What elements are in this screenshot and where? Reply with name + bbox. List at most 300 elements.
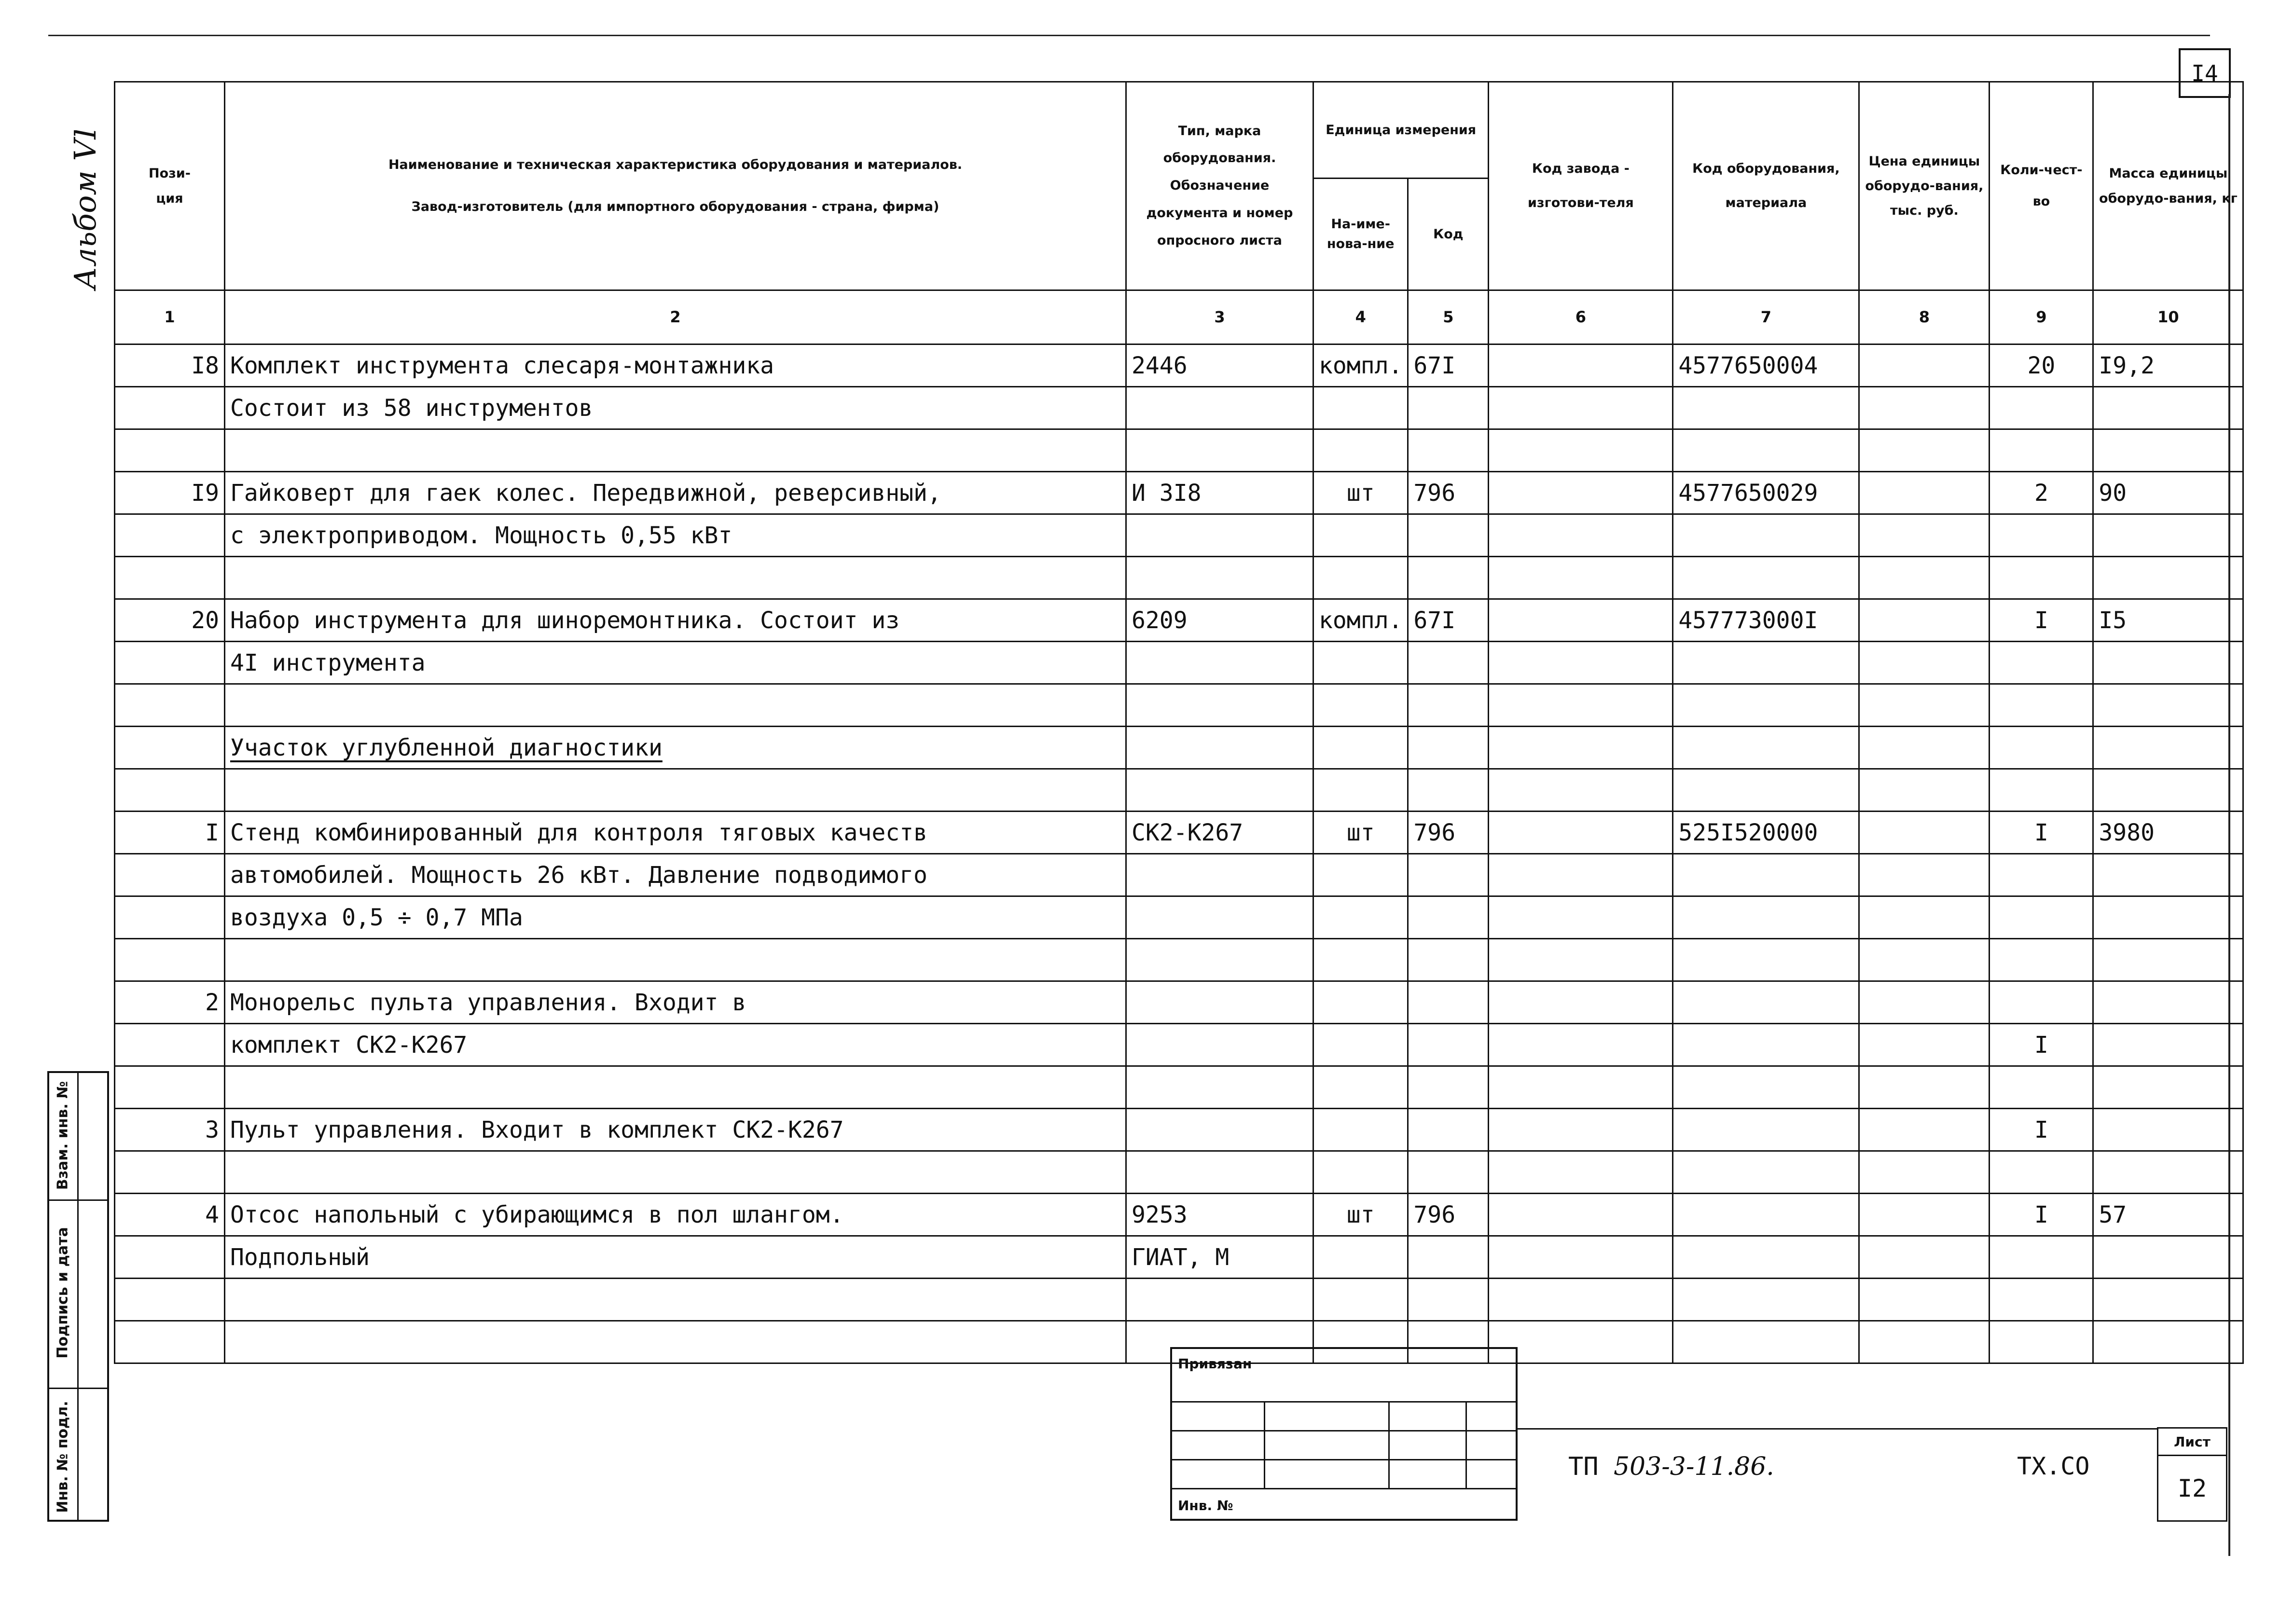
cell-mass — [2093, 1066, 2243, 1109]
cell-unit-code: 67I — [1408, 344, 1489, 387]
cell-equipment-code — [1673, 514, 1859, 557]
cell-price — [1859, 769, 1990, 812]
cell-name: Отсос напольный с убирающимся в пол шлангом. — [225, 1194, 1126, 1236]
cell-equipment-code — [1673, 769, 1859, 812]
cell-equipment-code: 457773000I — [1673, 599, 1859, 642]
cell-mass — [2093, 1321, 2243, 1363]
cell-position: I9 — [115, 472, 225, 514]
cell-unit — [1313, 1109, 1408, 1151]
cell-unit — [1313, 727, 1408, 769]
inv-no-label: Инв. № — [1178, 1498, 1233, 1514]
cell-name: Подпольный — [225, 1236, 1126, 1279]
cell-type: 2446 — [1126, 344, 1313, 387]
cell-price — [1859, 1024, 1990, 1066]
cell-unit: шт — [1313, 1194, 1408, 1236]
sheet-label: Лист — [2157, 1427, 2227, 1456]
cell-factory-code — [1489, 896, 1673, 939]
cell-quantity: I — [1990, 599, 2093, 642]
cell-unit — [1313, 769, 1408, 812]
header-name: Наименование и техническая характеристика оборудования и материалов. Завод-изготовитель (для импортного оборудования - страна, фирма) — [225, 82, 1126, 290]
cell-unit-code — [1408, 1236, 1489, 1279]
cell-position — [115, 1279, 225, 1321]
side-stamp-divider — [77, 1073, 79, 1520]
cell-quantity: I — [1990, 1194, 2093, 1236]
cell-factory-code — [1489, 684, 1673, 727]
cell-factory-code — [1489, 1024, 1673, 1066]
cell-name — [225, 1279, 1126, 1321]
cell-type — [1126, 854, 1313, 896]
sheet-number: I2 — [2157, 1456, 2227, 1522]
cell-position — [115, 429, 225, 472]
cell-factory-code — [1489, 514, 1673, 557]
cell-type: 9253 — [1126, 1194, 1313, 1236]
title-block-rule — [1518, 1428, 2157, 1430]
cell-unit-code — [1408, 727, 1489, 769]
header-unit-code: Код — [1408, 179, 1489, 290]
cell-position — [115, 1236, 225, 1279]
cell-position: I — [115, 812, 225, 854]
cell-quantity — [1990, 1066, 2093, 1109]
cell-quantity: 2 — [1990, 472, 2093, 514]
cell-price — [1859, 1151, 1990, 1194]
cell-mass — [2093, 727, 2243, 769]
cell-equipment-code — [1673, 1279, 1859, 1321]
column-number: 8 — [1859, 290, 1990, 344]
cell-type — [1126, 1066, 1313, 1109]
cell-quantity — [1990, 727, 2093, 769]
header-factory-code: Код завода - изготови-теля — [1489, 82, 1673, 290]
table-row — [115, 557, 2243, 599]
cell-equipment-code — [1673, 896, 1859, 939]
column-number: 2 — [225, 290, 1126, 344]
cell-unit-code — [1408, 1024, 1489, 1066]
table-row — [115, 854, 2243, 896]
cell-unit — [1313, 684, 1408, 727]
column-number: 1 — [115, 290, 225, 344]
cell-unit-code — [1408, 514, 1489, 557]
cell-factory-code — [1489, 557, 1673, 599]
cell-quantity — [1990, 557, 2093, 599]
cell-factory-code — [1489, 1109, 1673, 1151]
column-number: 7 — [1673, 290, 1859, 344]
header-position: Пози- ция — [115, 82, 225, 290]
cell-price — [1859, 727, 1990, 769]
cell-price — [1859, 642, 1990, 684]
column-number: 3 — [1126, 290, 1313, 344]
cell-mass: 3980 — [2093, 812, 2243, 854]
cell-name: Участок углубленной диагностики — [225, 727, 1126, 769]
cell-position: I8 — [115, 344, 225, 387]
cell-position — [115, 769, 225, 812]
cell-unit-code — [1408, 1151, 1489, 1194]
cell-mass — [2093, 1236, 2243, 1279]
cell-price — [1859, 429, 1990, 472]
cell-price — [1859, 472, 1990, 514]
cell-type: ГИАТ, М — [1126, 1236, 1313, 1279]
cell-unit-code — [1408, 1109, 1489, 1151]
header-mass: Масса единицы оборудо-вания, кг — [2093, 82, 2243, 290]
cell-unit: шт — [1313, 472, 1408, 514]
cell-unit — [1313, 429, 1408, 472]
cell-position — [115, 1321, 225, 1363]
cell-factory-code — [1489, 429, 1673, 472]
cell-equipment-code — [1673, 981, 1859, 1024]
cell-quantity: I — [1990, 1024, 2093, 1066]
cell-mass — [2093, 981, 2243, 1024]
side-stamp-inv-podl: Инв. № подл. — [54, 1401, 71, 1513]
cell-factory-code — [1489, 939, 1673, 981]
table-row — [115, 1279, 2243, 1321]
table-row — [115, 1236, 2243, 1279]
cell-factory-code — [1489, 1236, 1673, 1279]
cell-unit — [1313, 896, 1408, 939]
cell-name — [225, 557, 1126, 599]
cell-equipment-code — [1673, 387, 1859, 429]
cell-name: с электроприводом. Мощность 0,55 кВт — [225, 514, 1126, 557]
cell-position: 2 — [115, 981, 225, 1024]
stamp-line — [1172, 1401, 1516, 1403]
cell-price — [1859, 1236, 1990, 1279]
cell-position — [115, 854, 225, 896]
cell-quantity — [1990, 769, 2093, 812]
cell-price — [1859, 1194, 1990, 1236]
cell-factory-code — [1489, 642, 1673, 684]
cell-type: СК2-К267 — [1126, 812, 1313, 854]
cell-factory-code — [1489, 387, 1673, 429]
table-row — [115, 344, 2243, 387]
cell-quantity — [1990, 1236, 2093, 1279]
column-number: 6 — [1489, 290, 1673, 344]
cell-equipment-code — [1673, 1109, 1859, 1151]
cell-factory-code — [1489, 344, 1673, 387]
cell-price — [1859, 387, 1990, 429]
cell-equipment-code — [1673, 1194, 1859, 1236]
cell-factory-code — [1489, 769, 1673, 812]
cell-name: Комплект инструмента слесаря-монтажника — [225, 344, 1126, 387]
cell-quantity — [1990, 854, 2093, 896]
doc-code-handwritten: 503-3-11.86. — [1613, 1452, 1774, 1481]
cell-unit — [1313, 1066, 1408, 1109]
cell-mass: 57 — [2093, 1194, 2243, 1236]
header-equipment-code: Код оборудования, материала — [1673, 82, 1859, 290]
cell-unit: компл. — [1313, 344, 1408, 387]
cell-position: 3 — [115, 1109, 225, 1151]
cell-price — [1859, 599, 1990, 642]
cell-quantity — [1990, 1279, 2093, 1321]
cell-unit — [1313, 1151, 1408, 1194]
side-stamp-row-line — [49, 1199, 107, 1201]
cell-position: 4 — [115, 1194, 225, 1236]
cell-name — [225, 939, 1126, 981]
cell-name — [225, 1151, 1126, 1194]
table-row — [115, 1109, 2243, 1151]
cell-type — [1126, 387, 1313, 429]
cell-unit-code — [1408, 387, 1489, 429]
cell-position — [115, 514, 225, 557]
stamp-vline — [1465, 1401, 1467, 1488]
cell-name: комплект СК2-К267 — [225, 1024, 1126, 1066]
cell-equipment-code — [1673, 557, 1859, 599]
cell-unit-code: 796 — [1408, 812, 1489, 854]
cell-position — [115, 1066, 225, 1109]
cell-price — [1859, 514, 1990, 557]
cell-type — [1126, 1279, 1313, 1321]
cell-unit-code — [1408, 896, 1489, 939]
cell-factory-code — [1489, 472, 1673, 514]
cell-name — [225, 1066, 1126, 1109]
cell-mass — [2093, 939, 2243, 981]
album-label — [62, 130, 115, 294]
header-unit-group: Единица измерения — [1313, 82, 1489, 179]
cell-name: автомобилей. Мощность 26 кВт. Давление подводимого — [225, 854, 1126, 896]
cell-factory-code — [1489, 1151, 1673, 1194]
cell-equipment-code — [1673, 939, 1859, 981]
cell-factory-code — [1489, 1066, 1673, 1109]
cell-name — [225, 684, 1126, 727]
cell-type — [1126, 939, 1313, 981]
cell-unit-code: 796 — [1408, 472, 1489, 514]
cell-type — [1126, 514, 1313, 557]
cell-mass — [2093, 854, 2243, 896]
table-row — [115, 1024, 2243, 1066]
cell-factory-code — [1489, 727, 1673, 769]
cell-quantity — [1990, 514, 2093, 557]
cell-quantity: I — [1990, 812, 2093, 854]
cell-price — [1859, 684, 1990, 727]
cell-unit-code: 67I — [1408, 599, 1489, 642]
stamp-vline — [1264, 1401, 1265, 1488]
cell-mass: I9,2 — [2093, 344, 2243, 387]
cell-quantity — [1990, 684, 2093, 727]
cell-mass — [2093, 769, 2243, 812]
side-stamp-signature: Подпись и дата — [54, 1227, 71, 1359]
cell-name — [225, 429, 1126, 472]
cell-name — [225, 1321, 1126, 1363]
cell-mass — [2093, 514, 2243, 557]
cell-type — [1126, 981, 1313, 1024]
cell-equipment-code — [1673, 642, 1859, 684]
cell-price — [1859, 1279, 1990, 1321]
cell-name: Пульт управления. Входит в комплект СК2-К267 — [225, 1109, 1126, 1151]
cell-unit — [1313, 1024, 1408, 1066]
document-type: ТХ.СО — [2017, 1452, 2090, 1480]
cell-equipment-code: 4577650029 — [1673, 472, 1859, 514]
cell-position — [115, 727, 225, 769]
top-rule — [48, 35, 2210, 36]
table-body — [115, 344, 2243, 1363]
table-row — [115, 769, 2243, 812]
cell-equipment-code — [1673, 1066, 1859, 1109]
cell-unit: компл. — [1313, 599, 1408, 642]
cell-unit — [1313, 939, 1408, 981]
cell-price — [1859, 1109, 1990, 1151]
cell-price — [1859, 1321, 1990, 1363]
cell-mass — [2093, 387, 2243, 429]
cell-mass — [2093, 429, 2243, 472]
cell-unit — [1313, 981, 1408, 1024]
cell-mass — [2093, 557, 2243, 599]
cell-quantity: 20 — [1990, 344, 2093, 387]
cell-unit-code — [1408, 642, 1489, 684]
cell-quantity — [1990, 429, 2093, 472]
column-number-row — [115, 290, 2243, 344]
side-stamp-row-line — [49, 1388, 107, 1389]
cell-type — [1126, 642, 1313, 684]
cell-equipment-code — [1673, 1321, 1859, 1363]
cell-mass — [2093, 1151, 2243, 1194]
table-row — [115, 472, 2243, 514]
cell-name: Монорельс пульта управления. Входит в — [225, 981, 1126, 1024]
cell-unit: шт — [1313, 812, 1408, 854]
cell-unit — [1313, 854, 1408, 896]
cell-mass — [2093, 1109, 2243, 1151]
cell-unit-code — [1408, 854, 1489, 896]
cell-name: Состоит из 58 инструментов — [225, 387, 1126, 429]
cell-mass — [2093, 684, 2243, 727]
cell-mass — [2093, 642, 2243, 684]
cell-mass — [2093, 896, 2243, 939]
table-row — [115, 514, 2243, 557]
cell-price — [1859, 1066, 1990, 1109]
cell-unit-code — [1408, 684, 1489, 727]
cell-quantity — [1990, 1151, 2093, 1194]
table-row — [115, 981, 2243, 1024]
column-number: 5 — [1408, 290, 1489, 344]
cell-equipment-code — [1673, 854, 1859, 896]
table-row — [115, 727, 2243, 769]
cell-name: Набор инструмента для шиноремонтника. Состоит из — [225, 599, 1126, 642]
cell-unit — [1313, 642, 1408, 684]
table-row — [115, 429, 2243, 472]
binding-stamp — [1170, 1347, 1518, 1521]
cell-factory-code — [1489, 599, 1673, 642]
cell-factory-code — [1489, 1279, 1673, 1321]
stamp-vline — [1388, 1401, 1390, 1488]
cell-factory-code — [1489, 854, 1673, 896]
cell-unit-code — [1408, 981, 1489, 1024]
header-unit-name: На-име-нова-ние — [1313, 179, 1408, 290]
cell-quantity — [1990, 896, 2093, 939]
cell-unit-code — [1408, 557, 1489, 599]
column-number: 4 — [1313, 290, 1408, 344]
cell-equipment-code — [1673, 1236, 1859, 1279]
cell-mass — [2093, 1024, 2243, 1066]
cell-position: 20 — [115, 599, 225, 642]
cell-unit — [1313, 1279, 1408, 1321]
table-row — [115, 812, 2243, 854]
cell-price — [1859, 939, 1990, 981]
cell-name: Гайковерт для гаек колес. Передвижной, реверсивный, — [225, 472, 1126, 514]
cell-position — [115, 939, 225, 981]
side-stamp — [47, 1071, 109, 1522]
cell-type — [1126, 1109, 1313, 1151]
cell-equipment-code: 4577650004 — [1673, 344, 1859, 387]
cell-unit — [1313, 514, 1408, 557]
cell-name: воздуха 0,5 ÷ 0,7 МПа — [225, 896, 1126, 939]
cell-unit-code — [1408, 939, 1489, 981]
stamp-line — [1172, 1459, 1516, 1460]
cell-position — [115, 1151, 225, 1194]
column-number: 10 — [2093, 290, 2243, 344]
document-code — [1568, 1452, 1774, 1481]
page-number: I4 — [2179, 48, 2231, 98]
column-number: 9 — [1990, 290, 2093, 344]
cell-price — [1859, 557, 1990, 599]
side-stamp-vzam: Взам. инв. № — [54, 1081, 71, 1190]
cell-unit-code — [1408, 1279, 1489, 1321]
cell-equipment-code: 525I520000 — [1673, 812, 1859, 854]
cell-mass: 90 — [2093, 472, 2243, 514]
table-row — [115, 896, 2243, 939]
stamp-line — [1172, 1430, 1516, 1431]
cell-equipment-code — [1673, 1024, 1859, 1066]
cell-unit — [1313, 387, 1408, 429]
cell-equipment-code — [1673, 684, 1859, 727]
cell-factory-code — [1489, 981, 1673, 1024]
cell-position — [115, 557, 225, 599]
cell-type — [1126, 727, 1313, 769]
table-row — [115, 1151, 2243, 1194]
header-type: Тип, марка оборудования. Обозначение документа и номер опросного листа — [1126, 82, 1313, 290]
cell-price — [1859, 812, 1990, 854]
table-row — [115, 684, 2243, 727]
privyazan-label: Привязан — [1178, 1356, 1252, 1372]
specification-table — [114, 81, 2244, 1364]
cell-price — [1859, 854, 1990, 896]
table-row — [115, 387, 2243, 429]
cell-unit-code — [1408, 1066, 1489, 1109]
cell-price — [1859, 896, 1990, 939]
cell-position — [115, 642, 225, 684]
cell-factory-code — [1489, 812, 1673, 854]
cell-type — [1126, 429, 1313, 472]
cell-type: 6209 — [1126, 599, 1313, 642]
stamp-line — [1172, 1488, 1516, 1489]
cell-unit — [1313, 1236, 1408, 1279]
cell-quantity — [1990, 981, 2093, 1024]
cell-quantity — [1990, 939, 2093, 981]
cell-type — [1126, 684, 1313, 727]
cell-type — [1126, 557, 1313, 599]
header-quantity: Коли-чест-во — [1990, 82, 2093, 290]
cell-equipment-code — [1673, 1151, 1859, 1194]
cell-unit-code — [1408, 769, 1489, 812]
header-price: Цена единицы оборудо-вания, тыс. руб. — [1859, 82, 1990, 290]
cell-type — [1126, 1024, 1313, 1066]
table-row — [115, 599, 2243, 642]
table-row — [115, 642, 2243, 684]
cell-type — [1126, 1151, 1313, 1194]
cell-name — [225, 769, 1126, 812]
cell-position — [115, 684, 225, 727]
cell-name: Стенд комбинированный для контроля тяговых качеств — [225, 812, 1126, 854]
table-row — [115, 939, 2243, 981]
cell-quantity — [1990, 1321, 2093, 1363]
cell-position — [115, 387, 225, 429]
cell-position — [115, 896, 225, 939]
cell-quantity — [1990, 387, 2093, 429]
cell-unit-code: 796 — [1408, 1194, 1489, 1236]
table-row — [115, 1194, 2243, 1236]
cell-quantity — [1990, 642, 2093, 684]
cell-unit-code — [1408, 429, 1489, 472]
cell-type — [1126, 896, 1313, 939]
cell-price — [1859, 344, 1990, 387]
sheet-box — [2157, 1427, 2227, 1522]
doc-code-prefix: ТП — [1568, 1452, 1599, 1481]
cell-price — [1859, 981, 1990, 1024]
album-text: Альбом VII — [68, 130, 103, 289]
